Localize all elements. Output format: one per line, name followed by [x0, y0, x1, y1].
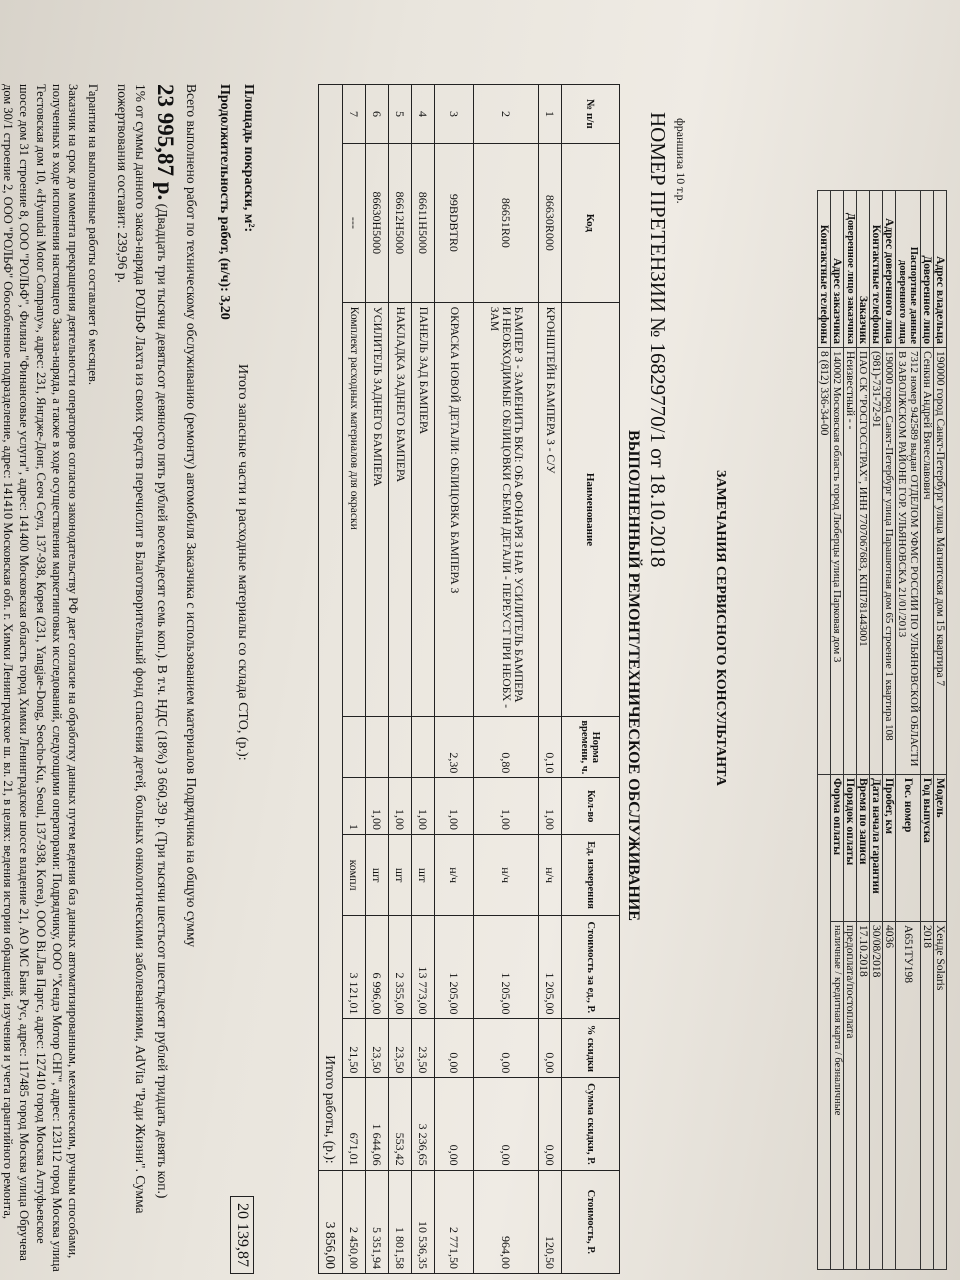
customer-info-table [817, 190, 958, 1270]
customer-address-label: Адрес заказчика [831, 191, 844, 348]
cell-disc-sum: 671,01 [343, 1078, 366, 1170]
cell-qty: 1,00 [412, 778, 435, 835]
cell-total: 1 801,58 [389, 1170, 412, 1273]
year-value: 2018 [921, 922, 934, 1270]
cell-name: УСИЛИТЕЛЬ ЗАДНЕГО БАМПЕРА [366, 302, 389, 716]
cell-code: 86630H5000 [366, 143, 389, 302]
owner-address-value: 190000 город Санкт-Петербург улица Магнитская дом 15 квартира 7 [934, 348, 947, 775]
cell-total: 120,50 [539, 1170, 562, 1273]
parts-total-value: 20 139,87 [230, 1196, 254, 1274]
summary-block [0, 84, 200, 1274]
table-row [343, 85, 366, 1274]
cell-price: 1 205,00 [435, 916, 474, 1019]
cell-norm: 0,80 [474, 717, 539, 778]
claim-date: от 18.10.2018 [646, 448, 670, 568]
work-total-label: Итого работы, (р.): [319, 85, 343, 1171]
table-row [412, 85, 435, 1274]
cell-norm: 0,10 [539, 717, 562, 778]
customer-trusted-label: Доверенное лицо заказчика [844, 191, 857, 348]
cell-name: БАМПЕР З - ЗАМЕНИТЬ ВКЛ: ОБА ФОНАРЯ З НАР. УСИЛИТЕЛЬ БАМПЕРА И НЕОБХОДИМЫЕ ОБЛИЦОВКИ СЪЕМН ДЕТАЛИ - ПЕРЕУСТ ПРИ НЕОБХ - ЗАМ [474, 302, 539, 716]
customer-value: ПАО СК "РОСГОССТРАХ", ИНН 7707067683, КПП781443001 [857, 348, 870, 775]
cell-norm: 2,30 [435, 717, 474, 778]
customer-label: Заказчик [857, 191, 870, 348]
consultant-remarks-title: ЗАМЕЧАНИЯ СЕРВИСНОГО КОНСУЛЬТАНТА [713, 470, 728, 786]
cell-disc-pct: 23,50 [389, 1019, 412, 1078]
cell-num: 7 [343, 85, 366, 144]
trusted-person-label: Доверенное лицо [921, 191, 934, 348]
payment-form-value: наличные / кредитная карта / безналичные [831, 922, 844, 1270]
work-table-body [343, 85, 562, 1274]
customer-info [818, 0, 960, 1280]
col-norm: Норма времени, ч. [562, 717, 620, 778]
cell-total: 2 771,50 [435, 1170, 474, 1273]
col-price: Стоимость за ед., Р. [562, 916, 620, 1019]
cell-name: КРОНШТЕЙН БАМПЕРА З - С/У [539, 302, 562, 716]
payment-form-label: Форма оплаты [831, 775, 844, 922]
cell-disc-sum: 1 644,06 [366, 1078, 389, 1170]
warranty-text: Гарантия на выполненные работы составляет 6 месяцев. [86, 84, 101, 385]
cell-price: 3 121,01 [343, 916, 366, 1019]
customer-address-value: 140002 Московская область город Люберцы улица Парковая дом 3 [831, 348, 844, 775]
cell-num: 5 [389, 85, 412, 144]
col-qty: Кол-во [562, 778, 620, 835]
work-title: ВЫПОЛНЕННЫЙ РЕМОНТ/ТЕХНИЧЕСКОЕ ОБСЛУЖИВАНИЕ [625, 430, 642, 921]
cell-qty: 1,00 [366, 778, 389, 835]
cell-price: 1 205,00 [539, 916, 562, 1019]
col-code: Код [562, 143, 620, 302]
payment-order-label: Порядок оплаты [844, 775, 857, 922]
col-disc-sum: Сумма скидки, Р. [562, 1078, 620, 1170]
charity-text: 1% от суммы данного заказ-наряда РОЛЬФ Лахта из своих средств перечислит в Благотворительный фонд спасения детей, больных онкологическими заболеваниями, AdVita "Ради Жизни". Сумма пожертвования составит: 239,96 р. [115, 84, 148, 1214]
cell-name: НАКЛАДКА ЗАДНЕГО БАМПЕРА [389, 302, 412, 716]
cell-unit: шт [412, 835, 435, 916]
cell-code: 99BDBTR0 [435, 143, 474, 302]
cell-name: ПАНЕЛЬ ЗАД БАМПЕРА [412, 302, 435, 716]
cell-unit: шт [389, 835, 412, 916]
cell-code: 86630R000 [539, 143, 562, 302]
cell-qty: 1,00 [389, 778, 412, 835]
cell-disc-pct: 23,50 [366, 1019, 389, 1078]
table-row [366, 85, 389, 1274]
cell-disc-pct: 0,00 [539, 1019, 562, 1078]
trusted-address-label: Адрес доверенного лица [883, 191, 896, 348]
mileage-label: Пробег, км [883, 775, 896, 922]
cell-disc-sum: 0,00 [474, 1078, 539, 1170]
table-row [389, 85, 412, 1274]
franchise-note: франшиза 10 т.р. [674, 118, 688, 204]
contact-phones-value: (981)-731-72-91 [870, 348, 883, 775]
payment-order-value: предоплата/постоплата [844, 922, 857, 1270]
trusted-person-value: Сенкин Андрей Вячеславович [921, 348, 934, 775]
year-label: Год выпуска [921, 775, 934, 922]
warranty-label: Дата начала гарантии [870, 775, 883, 922]
duration-label: Продолжительность работ, (н/ч): 3,20 [217, 84, 232, 320]
col-disc-pct: % скидки [562, 1019, 620, 1078]
cell-total: 5 351,94 [366, 1170, 389, 1273]
cell-disc-pct: 0,00 [435, 1019, 474, 1078]
table-row [474, 85, 539, 1274]
cell-disc-pct: 23,50 [412, 1019, 435, 1078]
customer-phones-value: 8 (812) 336-34-00 [818, 348, 831, 775]
claim-prefix: НОМЕР ПРЕТЕНЗИИ [646, 112, 670, 313]
total-sum: 23 995,87 р. [153, 84, 179, 201]
plate-label: Гос. номер [896, 775, 921, 922]
cell-total: 2 450,00 [343, 1170, 366, 1273]
summary-text: Всего выполнено работ по техническому обслуживанию (ремонту) автомобиля Заказчика с использованием материалов Подрядчика на общую сумму [184, 84, 199, 948]
record-time-label: Время по записи [857, 775, 870, 922]
cell-price: 1 205,00 [474, 916, 539, 1019]
cell-disc-pct: 21,50 [343, 1019, 366, 1078]
cell-num: 6 [366, 85, 389, 144]
cell-name: ОКРАСКА НОВОЙ ДЕТАЛИ: ОБЛИЦОВКА БАМПЕРА З [435, 302, 474, 716]
work-total-value: 3 856,00 [319, 1170, 343, 1273]
owner-address-label: Адрес владельца [934, 191, 947, 348]
cell-code: 86611H5000 [412, 143, 435, 302]
model-value: Хенде Solaris [934, 922, 947, 1270]
cell-num: 1 [539, 85, 562, 144]
customer-trusted-value: Неизвестный - - [844, 348, 857, 775]
parts-section [200, 84, 260, 1274]
record-time-value: 17.10.2018 [857, 922, 870, 1270]
passport-value: 7312 номер 942589 выдан ОТДЕЛОМ УФМС РОССИИ ПО УЛЬЯНОВСКОЙ ОБЛАСТИ В ЗАВОЛЖСКОМ РАЙОНЕ ГОР. УЛЬЯНОВСКА 21/01/2013 [896, 348, 921, 775]
contact-phones-label: Контактные телефоны [870, 191, 883, 348]
cell-qty: 1 [343, 778, 366, 835]
cell-disc-pct: 0,00 [474, 1019, 539, 1078]
cell-norm [366, 717, 389, 778]
claim-title [645, 112, 670, 567]
cell-disc-sum: 0,00 [539, 1078, 562, 1170]
table-row [539, 85, 562, 1274]
warranty-value: 30/08/2018 [870, 922, 883, 1270]
cell-disc-sum: 3 236,65 [412, 1078, 435, 1170]
consent-text: Заказчик на срок до момента прекращения деятельности операторов согласно законодательству РФ дает согласие на обработку данных путем ведения баз данных автоматизированным, механическим, ручным способами, полученных в ходе исполнения настоящего Заказа-наряда, а также в ходе осуществления маркетинговых исследований, следующими операторами: Подрядчику, ООО "Хендэ Мотор СНГ", адрес: 123112 город Москва улица Тестовская дом 10, «Hyundai Motor Company», адрес: 231, Янгдже-Донг, Сеоч Сеул, 137-938, Корея (231, Yangjae-Dong, Seocho-Ku, Seoul, 137-938, Korea), ООО Вi.Лав Паргс, адрес: 127410 город Москва Алтуфьевское шоссе дом 31 строение 8, ООО "РОЛЬФ", Филиал "Финансовые услуги", адрес: 141400 Московская область город Химки Ленинградское шоссе владение 21, АО МС Банк Рус, адрес: 117485 город Москва улица Обручева дом 30/1 строение 2, ООО "РОЛЬФ" Обособленное подразделение, адрес: 141410 Московская обл. г. Химки Ленинградское ш. вл. 21, в целях: ведения истории обращений, изучения и учета гарантийного ремонта, [1, 84, 81, 1272]
cell-norm [412, 717, 435, 778]
cell-total: 10 536,35 [412, 1170, 435, 1273]
cell-unit: шт [366, 835, 389, 916]
plate-value: А651ТУ198 [896, 922, 921, 1270]
cell-unit: компл [343, 835, 366, 916]
cell-norm [343, 717, 366, 778]
mileage-value: 4036 [883, 922, 896, 1270]
claim-number: № 16829770/1 [646, 317, 670, 443]
passport-label: Паспортные данные доверенного лица [896, 191, 921, 348]
cell-code: --- [343, 143, 366, 302]
col-unit: Ед. измерения [562, 835, 620, 916]
cell-disc-sum: 0,00 [435, 1078, 474, 1170]
cell-num: 2 [474, 85, 539, 144]
cell-num: 4 [412, 85, 435, 144]
paint-area-label: Площадь покраски, м²: [241, 84, 256, 233]
cell-price: 2 355,00 [389, 916, 412, 1019]
cell-total: 964,00 [474, 1170, 539, 1273]
trusted-address-value: 190000 город Санкт-Петербург улица Парашютная дом 65 строение 1 квартира 108 [883, 348, 896, 775]
cell-norm [389, 717, 412, 778]
customer-phones-label: Контактные телефоны [818, 191, 831, 348]
work-table [318, 84, 620, 1274]
col-num: № п/п [562, 85, 620, 144]
cell-qty: 1,00 [474, 778, 539, 835]
cell-code: 86651R00 [474, 143, 539, 302]
cell-unit: н/ч [435, 835, 474, 916]
cell-num: 3 [435, 85, 474, 144]
cell-unit: н/ч [539, 835, 562, 916]
cell-price: 13 773,00 [412, 916, 435, 1019]
total-sum-words: (Двадцать три тысячи девятьсот девяносто пять рублей восемьдесят семь коп.). В т.ч. НДС (18%) 3 660,39 р. (Три тысячи шестьсот шестьдесят рублей тридцать девять коп.) [155, 203, 171, 1199]
cell-price: 6 996,00 [366, 916, 389, 1019]
cell-code: 86612H5000 [389, 143, 412, 302]
cell-qty: 1,00 [539, 778, 562, 835]
col-name: Наименование [562, 302, 620, 716]
col-total: Стоимость, Р. [562, 1170, 620, 1273]
cell-unit: н/ч [474, 835, 539, 916]
cell-name: Комплект расходных материалов для окраски [343, 302, 366, 716]
cell-disc-sum: 553,42 [389, 1078, 412, 1170]
model-label: Модель [934, 775, 947, 922]
cell-qty: 1,00 [435, 778, 474, 835]
table-row [435, 85, 474, 1274]
parts-total-label: Итого запасные части и расходные материалы со склада СТО, (р.): [235, 364, 250, 761]
